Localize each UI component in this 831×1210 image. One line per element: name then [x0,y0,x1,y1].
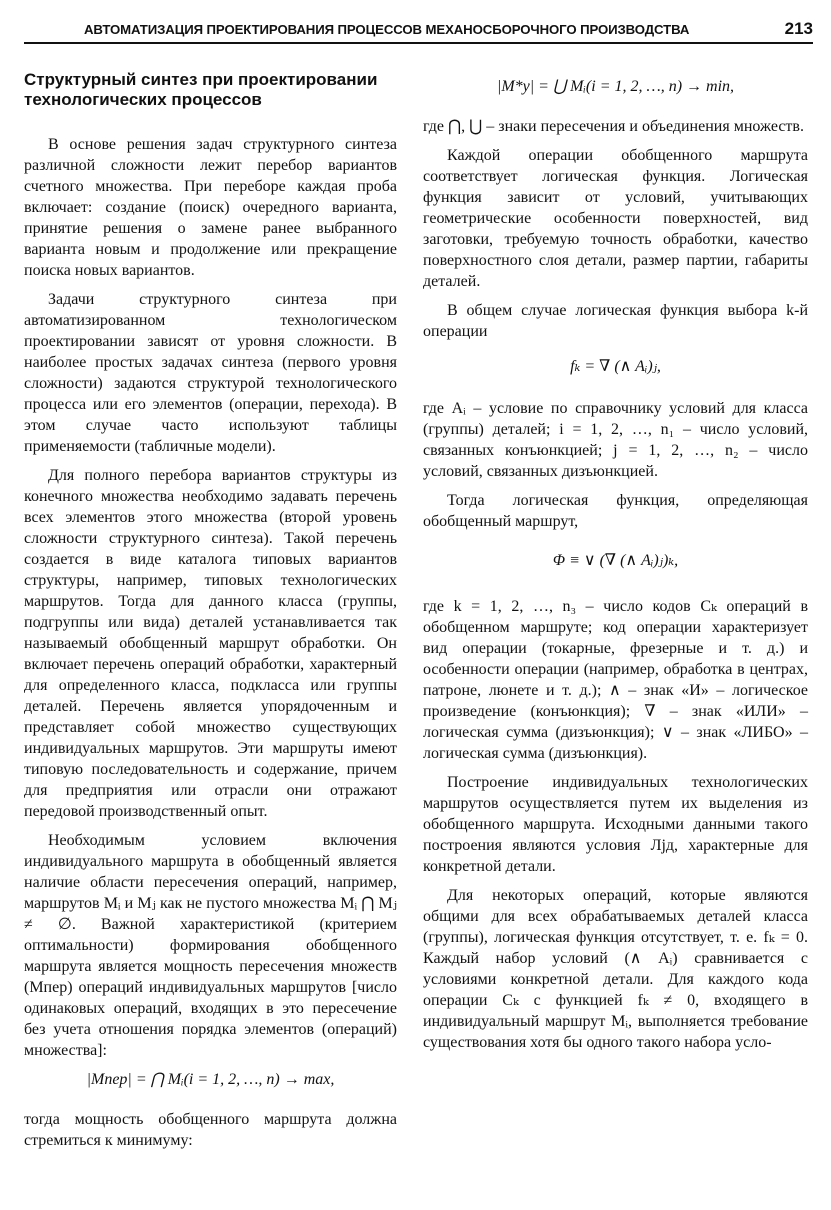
page-header [24,16,813,44]
paragraph: Для некоторых операций, которые являются общими для всех обрабатываемых деталей класса (группы), логическая функция отсутствует, т. е. fₖ = 0. Каждый набор условий (∧ Aᵢ) сравнивается с условиями конкретной детали. Для каждого кода операции Cₖ с функцией fₖ ≠ 0, входящего в индивидуальный маршрут Mᵢ, выполняется требование существования хотя бы одного такого набора усло- [423,887,808,1051]
paragraph: где k = 1, 2, …, n₃ – число кодов Cₖ операций в обобщенном маршруте; код операции характеризует вид операции (токарные, фрезерные и т. д.) и особенности операции (например, обработка в центрах, патроне, люнете и т. д.); ∧ – знак «И» – логическое произведение (конъюнкция); ∇ – знак «ИЛИ» – логическая сумма (дизъюнкция); ∨ – знак «ЛИБО» – логическая сумма (дизъюнкция). [423,598,808,762]
paragraph: Необходимым условием включения индивидуального маршрута в обобщенный является наличие области пересечения операций, например, маршрутов Mᵢ и Mⱼ как не пустого множества Mᵢ ⋂ Mⱼ ≠ ∅. Важной характеристикой (критерием оптимальности) формирования обобщенного маршрута является мощность пересечения множеств (Mпер) операций индивидуальных маршрутов [число одинаковых операций, входящих в это пересечение без учета отношения порядка элементов (операций) множества]: [24,832,397,1059]
paragraph: Задачи структурного синтеза при автоматизированном технологическом проектировании зависят от уровня сложности. В наиболее простых задачах синтеза (первого уровня сложности) задаются структурой технологического процесса или его элементов (операции, перехода). В этом случае часто используют таблицы применяемости (табличные модели). [24,291,397,455]
formula-intersection-max: |Mпер| = ⋂ Mᵢ(i = 1, 2, …, n) → max, [86,1071,335,1088]
right-column [423,58,808,1061]
formula-union-min: |M*у| = ⋃ Mᵢ(i = 1, 2, …, n) → min, [496,78,735,95]
page-number: 213 [784,19,813,38]
paragraph: Каждой операции обобщенного маршрута соответствует логическая функция. Логическая функция зависит от условий, учитывающих геометрические особенности поверхностей, вид заготовки, требуемую точность обработки, качество поверхностного слоя детали, размер партии, габариты деталей. [423,147,808,290]
paragraph: Тогда логическая функция, определяющая обобщенный маршрут, [423,492,808,530]
paragraph: Для полного перебора вариантов структуры из конечного множества необходимо задавать перечень всех элементов этого множества (второй уровень сложности структурного синтеза). Такой перечень создается в виде каталога типовых вариантов структуры, например, типовых технологических маршрутов. Тогда для данного класса (группы, подгруппы или вида) деталей устанавливается так называемый обобщенный маршрут обработки. Он включает перечень операций обработки, характерный для определенного класса, подкласса или группы деталей. Перечень является упорядоченным и представляет собой множество существующих индивидуальных маршрутов. Эти маршруты имеют типовую последовательность и содержание, причем для предприятия или отрасли они отражают передовой производственный опыт. [24,467,397,820]
running-title: АВТОМАТИЗАЦИЯ ПРОЕКТИРОВАНИЯ ПРОЦЕССОВ МЕХАНОСБОРОЧНОГО ПРОИЗВОДСТВА [84,22,690,37]
paragraph: Построение индивидуальных технологических маршрутов осуществляется путем их выделения из обобщенного маршрута. Исходными данными такого построения являются условия Лjд, характерные для конкретной детали. [423,774,808,875]
formula-generalized-route: Φ ≡ ∨ (∇ (∧ Aᵢ)ⱼ)ₖ, [552,552,679,569]
paragraph: В общем случае логическая функция выбора k-й операции [423,302,808,340]
paragraph: где Aᵢ – условие по справочнику условий для класса (группы) деталей; i = 1, 2, …, n₁ – число условий, связанных конъюнкцией; j = 1, 2, …, n₂ – число условий, связанных дизъюнкцией. [423,400,808,480]
paragraph: В основе решения задач структурного синтеза различной сложности лежит перебор вариантов счетного множества. При переборе каждая проба включает: создание (поиск) очередного варианта, принятие решения о замене ранее выбранного варианта новым и продолжение или прекращение поиска новых вариантов. [24,136,397,279]
section-title: Структурный синтез при проектировании технологических процессов [24,70,378,109]
left-column [24,58,397,1159]
formula-logic-function: fₖ = ∇ (∧ Aᵢ)ⱼ, [570,358,661,375]
paragraph: где ⋂, ⋃ – знаки пересечения и объединения множеств. [423,118,804,135]
paragraph: тогда мощность обобщенного маршрута должна стремиться к минимуму: [24,1111,397,1149]
